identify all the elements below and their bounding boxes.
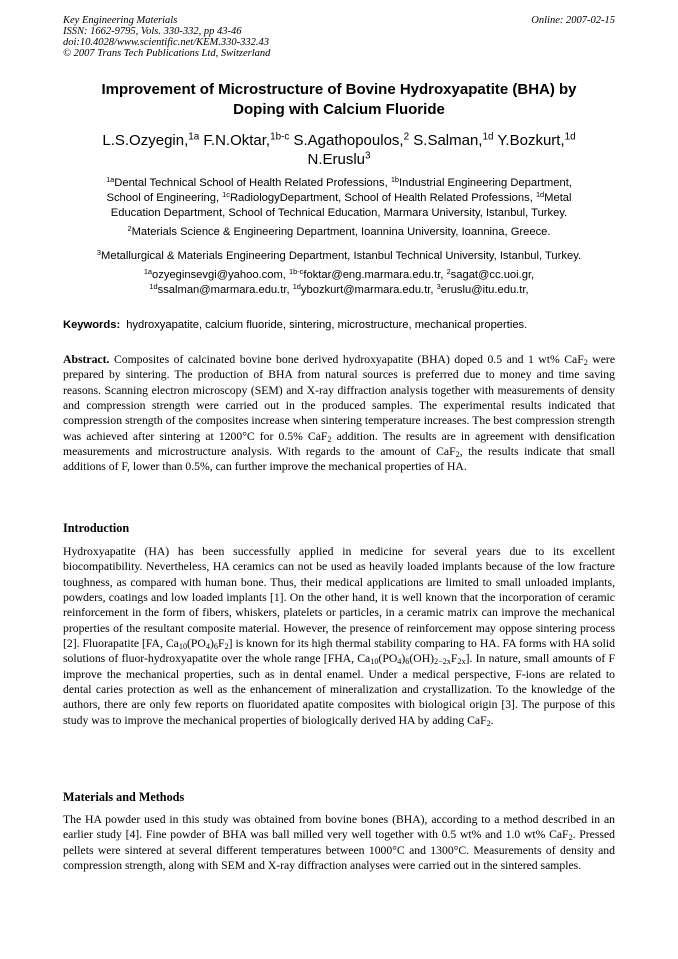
email-mark: 3 <box>436 281 441 291</box>
subscript: 6 <box>213 642 218 652</box>
affiliation-text: Industrial Engineering Department, <box>399 177 572 189</box>
abstract-label: Abstract. <box>63 353 110 366</box>
author-affiliation-mark: 3 <box>365 150 371 162</box>
email-mark: 1b-c <box>289 266 304 276</box>
author-affiliation-mark: 1d <box>564 131 576 143</box>
body-text: ] is known for its high thermal stability comparing to HA. FA forms with HA solid solutions of fluor-hydroxyapatite over the whole range [FHA, Ca <box>63 637 615 666</box>
body-text: F <box>217 637 225 651</box>
abstract-text: were prepared by sintering. The production of BHA from natural sources is preferred due to money and time saving reasons. Scanning electron microscopy (SEM) and X-ray diffraction analysis together with measurements of density and compression strength were carried out in the produced samples. The experimental results indicated that compression strength of the composites increase when sintering temperature increases. The best compression strength was achieved after sintering at 1200°C for 0.5% CaF <box>63 353 616 443</box>
abstract-text: , the results indicate that small additions of F, lower than 0.5%, can further improve the mechanical properties of HA. <box>63 445 615 474</box>
author-name: Y.Bozkurt, <box>497 132 565 149</box>
author-affiliation-mark: 1d <box>482 131 494 143</box>
subscript: 2 <box>224 642 229 652</box>
body-text: (PO <box>187 637 206 651</box>
section-heading-materials-methods: Materials and Methods <box>63 790 185 804</box>
subscript: 2 <box>568 833 573 843</box>
running-header-right <box>531 15 615 26</box>
subscript: 10 <box>370 657 379 667</box>
affiliation-mark: 1c <box>222 189 230 199</box>
section-heading-introduction: Introduction <box>63 521 130 535</box>
issn-line: ISSN: 1662-9795, Vols. 330-332, pp 43-46 <box>63 26 242 37</box>
affiliation-1 <box>63 176 615 221</box>
subscript: 2 <box>486 718 491 728</box>
title-line-1: Improvement of Microstructure of Bovine Hydroxyapatite (BHA) by <box>101 81 577 98</box>
affiliation-mark: 1d <box>535 189 545 199</box>
affiliation-text: Education Department, School of Technical Education, Marmara University, Istanbul, Turkey. <box>110 207 568 219</box>
author-affiliation-mark: 1a <box>188 131 200 143</box>
subscript: 4 <box>205 642 210 652</box>
affiliation-text: Materials Science & Engineering Department, Ioannina University, Ioannina, Greece. <box>131 226 551 238</box>
author-name: N.Eruslu <box>307 151 366 168</box>
affiliation-mark: 1a <box>106 174 115 184</box>
keywords <box>63 318 615 333</box>
subscript: 6 <box>405 657 410 667</box>
online-date: Online: 2007-02-15 <box>531 15 615 26</box>
body-text: ) <box>209 637 214 651</box>
affiliation-text: School of Engineering, <box>106 192 223 204</box>
body-text: (PO <box>378 652 398 666</box>
author-list <box>63 131 615 169</box>
paper-title <box>63 80 615 120</box>
body-text: F <box>450 652 458 666</box>
title-line-2: Doping with Calcium Fluoride <box>233 101 445 118</box>
subscript: 2 <box>583 358 588 368</box>
copyright-line: © 2007 Trans Tech Publications Ltd, Switzerland <box>63 48 271 59</box>
author-line-1 <box>63 131 615 150</box>
methods-body <box>63 812 615 873</box>
abstract-text: addition. The results are in agreement with densification measurements and microstructure analysis. With regards to the amount of CaF <box>63 429 615 459</box>
abstract-text: Composites of calcinated bovine bone derived hydroxyapatite (BHA) doped 0.5 and 1 wt% CaF <box>113 353 584 366</box>
author-affiliation-mark: 1b-c <box>270 131 290 143</box>
body-text: The HA powder used in this study was obtained from bovine bones (BHA), according to a method described in an earlier study [4]. Fine powder of BHA was ball milled very well together with 0.5 wt% and 1.0 wt% CaF <box>63 813 615 842</box>
affiliation-text: Metal <box>544 192 572 204</box>
email-link[interactable]: eruslu@itu.edu.tr, <box>440 284 529 296</box>
email-mark: 1d <box>149 281 158 291</box>
subscript: 2−2x <box>434 657 451 667</box>
keywords-text: hydroxyapatite, calcium fluoride, sintering, microstructure, mechanical properties. <box>126 319 528 331</box>
affiliation-2 <box>63 225 615 240</box>
email-link[interactable]: ozyeginsevgi@yahoo.com, <box>152 269 290 281</box>
body-text: ) <box>401 652 406 666</box>
email-mark: 1d <box>292 281 301 291</box>
email-link[interactable]: sagat@cc.uoi.gr, <box>450 269 535 281</box>
author-name: S.Agathopoulos, <box>293 132 404 149</box>
author-affiliation-mark: 2 <box>403 131 410 143</box>
author-name: L.S.Ozyegin, <box>102 132 189 149</box>
affiliation-3 <box>63 249 615 264</box>
subscript: 2 <box>327 434 332 444</box>
body-text: Hydroxyapatite (HA) has been successfully applied in medicine for several years due to its excellent biocompatibility. Nevertheless, HA ceramics can not be used as heavily loaded implants because of the low fracture toughness, as compared with human bone. Thus, their medical applications are limited to small unloaded implants, powders, coatings and low loaded implants [1]. On the other hand, it is well known that the incorporation of ceramic reinforcement in the form of fibers, whiskers, platelets or particles, in a ceramic matrix can improve the mechanical properties of the resultant composite material. However, the presence of reinforcement may oppose sintering process [2]. Fluorapatite [FA, Ca <box>63 545 615 651</box>
keywords-label: Keywords: <box>63 319 121 331</box>
affiliation-text: Dental Technical School of Health Related Professions, <box>114 177 391 189</box>
affiliation-mark: 1b <box>390 174 400 184</box>
email-mark: 2 <box>446 266 451 276</box>
doi-line: doi:10.4028/www.scientific.net/KEM.330-332.43 <box>63 37 269 48</box>
body-text: . Pressed pellets were sintered at several different temperatures between 1000°C and 1300°C. Measurements of density and compression strength, along with SEM and X-ray diffraction analyses were carried out in the sintered samples. <box>63 828 615 873</box>
author-emails <box>63 268 615 298</box>
body-text: . <box>490 713 494 727</box>
body-text: (OH) <box>409 652 435 666</box>
abstract <box>63 352 615 475</box>
subscript: 10 <box>178 642 188 652</box>
email-link[interactable]: foktar@eng.marmara.edu.tr, <box>303 269 447 281</box>
affiliation-text: Metallurgical & Materials Engineering Department, Istanbul Technical University, Istanbul, Turkey. <box>101 250 582 262</box>
email-link[interactable]: ssalman@marmara.edu.tr, <box>157 284 293 296</box>
introduction-body <box>63 544 615 728</box>
email-link[interactable]: ybozkurt@marmara.edu.tr, <box>300 284 437 296</box>
affiliation-mark: 3 <box>96 247 102 257</box>
subscript: 4 <box>397 657 402 667</box>
author-name: F.N.Oktar, <box>203 132 271 149</box>
subscript: 2x <box>457 657 466 667</box>
affiliation-text: RadiologyDepartment, School of Health Related Professions, <box>229 192 536 204</box>
body-text: ]. In nature, small amounts of F improve the mechanical properties, such as in dental enamel. Under a medical perspective, F-ions are related to dental caries protection as well as the enhancement of mineralization and crystallization. To the knowledge of the authors, there are only few reports on fluoridated apatite composites with biological origin [3]. The purpose of this study was to improve the mechanical properties of biologically derived HA by adding CaF <box>63 652 615 727</box>
affiliation-mark: 2 <box>127 223 132 233</box>
running-header-left <box>63 15 270 59</box>
journal-name: Key Engineering Materials <box>63 15 178 26</box>
email-mark: 1a <box>143 266 153 276</box>
author-line-2 <box>63 150 615 169</box>
author-name: S.Salman, <box>413 132 483 149</box>
subscript: 2 <box>455 450 460 460</box>
